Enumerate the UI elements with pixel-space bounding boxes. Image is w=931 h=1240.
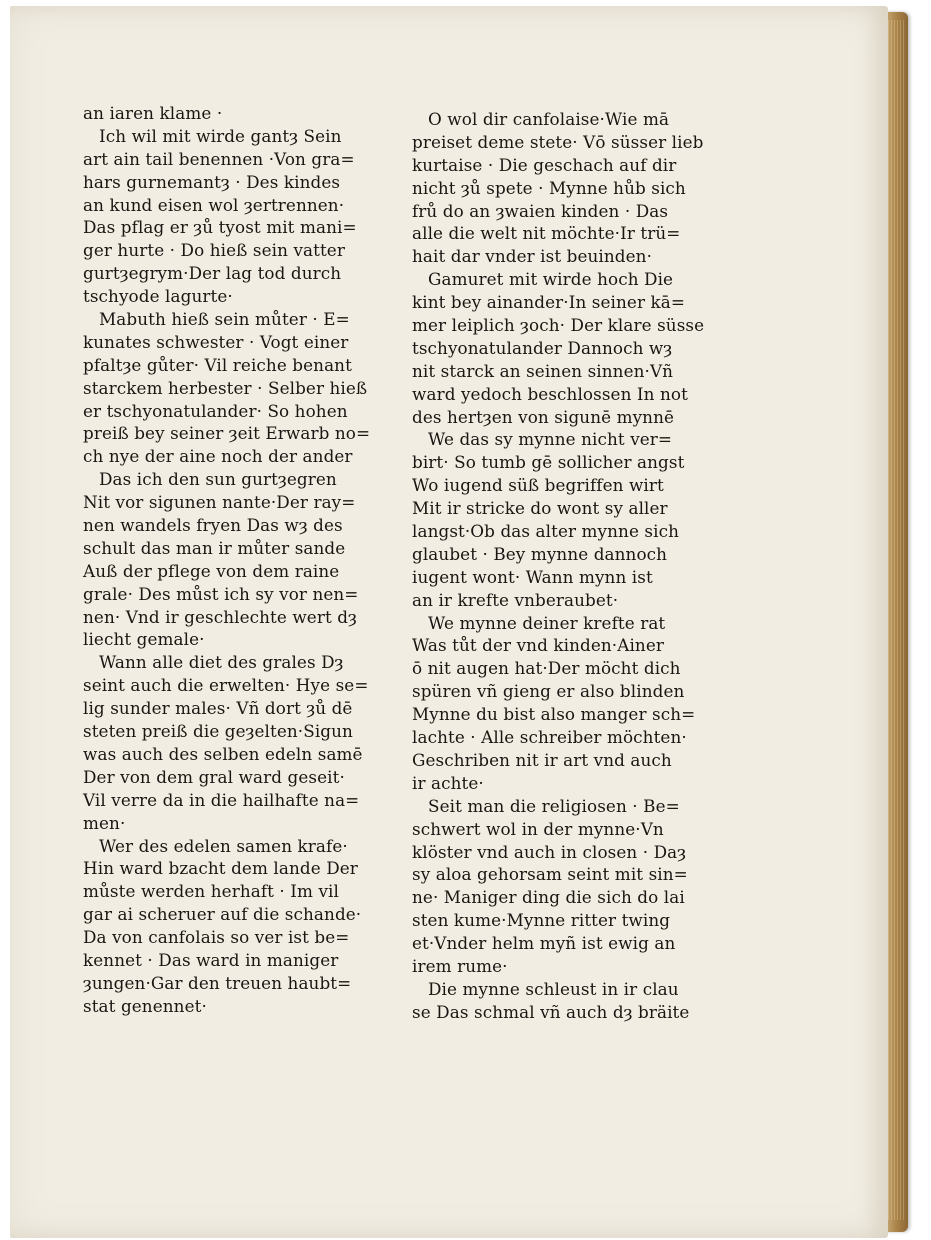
left-column-line: ȝungen·Gar den treuen haubt= [83,972,352,993]
right-column-line: alle die welt nit möchte·Ir trü= [412,223,681,244]
left-column-line: was auch des selben edeln samē [83,743,363,764]
left-column-line: Mabuth hieß sein můter · E= [99,309,350,330]
right-column-line: hait dar vnder ist beuinden· [412,246,653,267]
right-column-line: se Das schmal vñ auch dȝ bräite [412,1001,690,1022]
right-column-line: ne· Maniger ding die sich do lai [412,887,685,908]
right-column-line: Mynne du bist also manger sch= [412,704,696,725]
left-column-line: an iaren klame · [83,103,223,123]
right-column-line: ir achte· [412,772,484,793]
right-column-line: iugent wont· Wann mynn ist [412,566,653,587]
left-column-line: Vil verre da in die hailhafte na= [83,789,360,810]
left-column-line: kennet · Das ward in maniger [83,949,339,970]
right-column-line: nit starck an seinen sinnen·Vñ [412,360,674,381]
left-column-line: starckem herbester · Selber hieß [83,377,368,398]
page-edge-texture [888,20,904,1220]
left-column-line: tschyode lagurte· [83,286,233,307]
right-column-line: schwert wol in der mynne·Vn [412,818,664,839]
left-column-line: schult das man ir můter sande [83,537,346,558]
left-column-line: preiß bey seiner ȝeit Erwarb no= [83,423,371,444]
left-column-line: ch nye der aine noch der ander [83,446,353,467]
left-column-line: pfaltȝe gůter· Vil reiche benant [83,354,352,375]
right-column-line: et·Vnder helm myñ ist ewig an [412,933,676,954]
right-column-line: preiset deme stete· Vō süsser lieb [412,131,704,152]
left-column-line: ger hurte · Do hieß sein vatter [83,240,345,261]
left-column-line: steten preiß die geȝelten·Sigun [83,721,353,742]
left-column-line: liecht gemale· [83,629,205,650]
left-column-line: Der von dem gral ward geseit· [83,766,345,787]
left-column-line: nen· Vnd ir geschlechte wert dȝ [83,606,357,627]
right-column-line: langst·Ob das alter mynne sich [412,521,680,542]
right-column-line: kurtaise · Die geschach auf dir [412,154,677,175]
right-column-line: lachte · Alle schreiber möchten· [412,727,687,748]
right-column-line: mer leiplich ȝoch· Der klare süsse [412,315,705,336]
right-column-line: an ir krefte vnberaubet· [412,589,619,610]
right-column-line: klöster vnd auch in closen · Daȝ [412,841,687,862]
left-text-column [83,102,373,1018]
right-column-line: sten kume·Mynne ritter twing [412,910,671,931]
right-text-column [412,108,712,1024]
left-column-line: nen wandels fryen Das wȝ des [83,515,343,536]
left-column-line: kunates schwester · Vogt einer [83,331,349,352]
right-column-line: des hertȝen von sigunē mynnē [412,406,675,427]
right-column-line: We das sy mynne nicht ver= [428,429,673,450]
right-column-line: kint bey ainander·In seiner kā= [412,292,686,313]
right-column-line: irem rume· [412,955,508,976]
right-column-line: Gamuret mit wirde hoch Die [428,269,674,290]
right-column-line: Mit ir stricke do wont sy aller [412,498,668,519]
left-column-line: Da von canfolais so ver ist be= [83,927,350,948]
left-column-line: stat genennet· [83,995,207,1016]
left-column-line: Das ich den sun gurtȝegren [99,469,337,490]
left-column-line: Nit vor sigunen nante·Der ray= [83,492,356,513]
left-column-line: Hin ward bzacht dem lande Der [83,858,358,879]
right-column-line: Wo iugend süß begriffen wirt [412,475,664,496]
left-column-line: hars gurnemantȝ · Des kindes [83,171,341,192]
right-column-line: birt· So tumb gē sollicher angst [412,452,685,473]
right-column-line: We mynne deiner krefte rat [428,612,666,633]
left-column-line: an kund eisen wol ȝertrennen· [83,194,345,215]
left-column-line: Wer des edelen samen krafe· [99,835,348,856]
right-column-line: frů do an ȝwaien kinden · Das [412,200,669,221]
left-column-line: můste werden herhaft · Im vil [83,881,339,902]
left-column-line: art ain tail benennen ·Von gra= [83,148,355,169]
right-column-line: tschyonatulander Dannoch wȝ [412,337,673,358]
left-column-line: Wann alle diet des grales Dȝ [99,652,344,673]
right-column-line: glaubet · Bey mynne dannoch [412,543,668,564]
right-column-line: Geschriben nit ir art vnd auch [412,749,672,770]
left-column-line: gar ai scheruer auf die schande· [83,904,362,925]
right-column-line: Die mynne schleust in ir clau [428,978,679,999]
right-column-line: Was tůt der vnd kinden·Ainer [412,635,664,656]
left-column-line: seint auch die erwelten· Hye se= [83,675,369,696]
left-column-line: lig sunder males· Vñ dort ȝů dē [83,698,353,719]
right-column-line: ō nit augen hat·Der möcht dich [412,658,681,679]
right-column-line: spüren vñ gieng er also blinden [412,681,685,702]
left-column-line: gurtȝegrym·Der lag tod durch [83,263,342,284]
left-column-line: men· [83,812,126,833]
right-column-line: Seit man die religiosen · Be= [428,795,680,816]
right-column-line: sy aloa gehorsam seint mit sin= [412,864,688,885]
left-column-line: Das pflag er ȝů tyost mit mani= [83,217,357,238]
right-column-line: ward yedoch beschlossen In not [412,383,688,404]
right-column-line: nicht ȝů spete · Mynne hůb sich [412,177,686,198]
left-column-line: Ich wil mit wirde gantȝ Sein [99,125,342,146]
left-column-line: Auß der pflege von dem raine [83,560,340,581]
left-column-line: er tschyonatulander· So hohen [83,400,348,421]
left-column-line: grale· Des můst ich sy vor nen= [83,583,359,604]
right-column-line: O wol dir canfolaise·Wie mā [428,109,670,129]
